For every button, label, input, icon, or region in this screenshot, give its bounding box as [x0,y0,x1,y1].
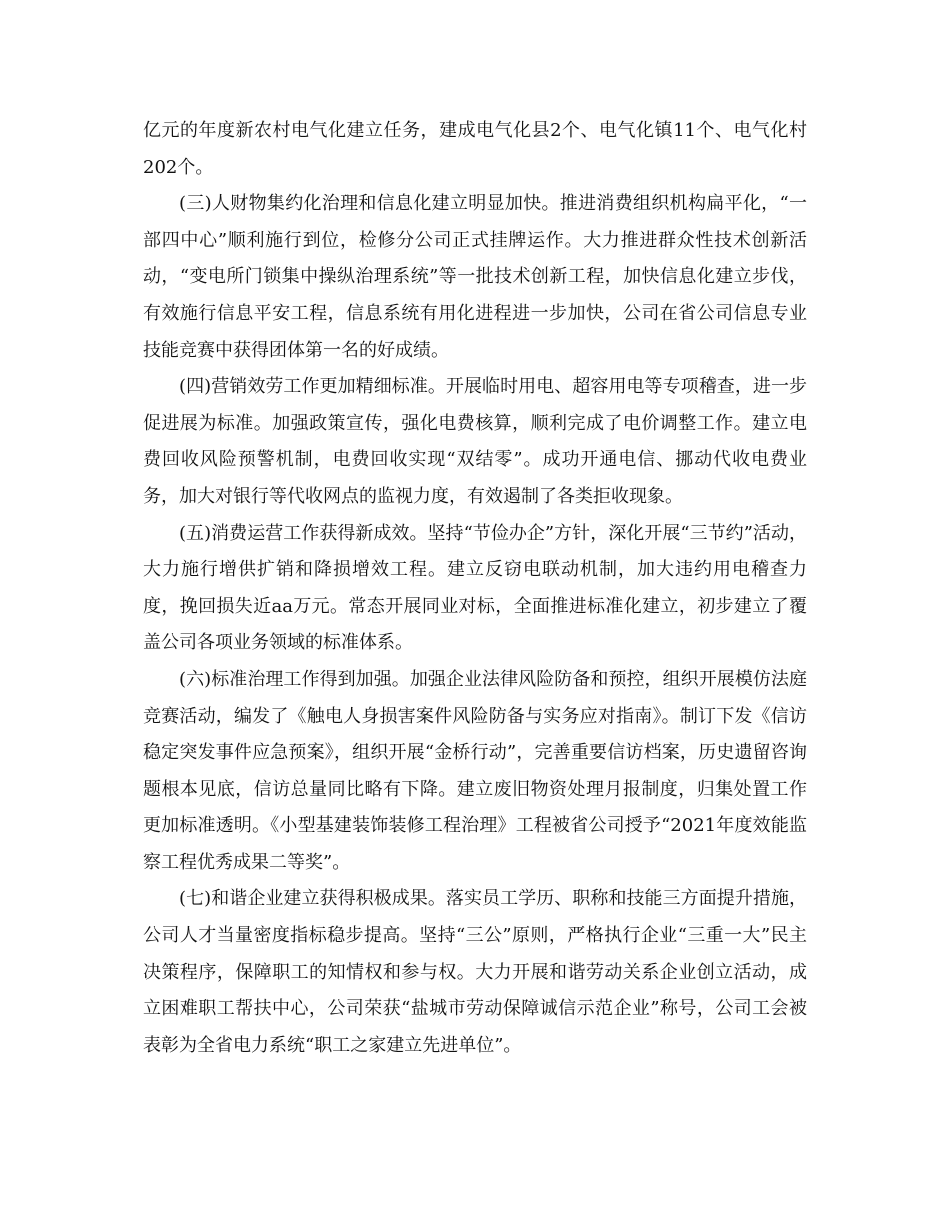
paragraph-section-7: (七)和谐企业建立获得积极成果。落实员工学历、职称和技能三方面提升措施，公司人才当量密度指标稳步提高。坚持“三公”原则，严格执行企业“三重一大”民主决策程序，保障职工的知情权和参与权。大力开展和谐劳动关系企业创立活动，成立困难职工帮扶中心，公司荣获“盐城市劳动保障诚信示范企业”称号，公司工会被表彰为全省电力系统“职工之家建立先进单位”。 [143,888,807,1056]
paragraph-intro: 亿元的年度新农村电气化建立任务，建成电气化县2个、电气化镇11个、电气化村202个。 [143,120,807,178]
paragraph-section-6: (六)标准治理工作得到加强。加强企业法律风险防备和预控，组织开展模仿法庭竞赛活动，编发了《触电人身损害案件风险防备与实务应对指南》。制订下发《信访稳定突发事件应急预案》，组织开展“金桥行动”，完善重要信访档案，历史遗留咨询题根本见底，信访总量同比略有下降。建立废旧物资处理月报制度，归集处置工作更加标准透明。《小型基建装饰装修工程治理》工程被省公司授予“2021年度效能监察工程优秀成果二等奖”。 [143,668,807,873]
paragraph-section-4: (四)营销效劳工作更加精细标准。开展临时用电、超容用电等专项稽查，进一步促进展为标准。加强政策宣传，强化电费核算，顺利完成了电价调整工作。建立电费回收风险预警机制，电费回收实现“双结零”。成功开通电信、挪动代收电费业务，加大对银行等代收网点的监视力度，有效遏制了各类拒收现象。 [143,376,807,507]
paragraph-section-3: (三)人财物集约化治理和信息化建立明显加快。推进消费组织机构扁平化，“一部四中心”顺利施行到位，检修分公司正式挂牌运作。大力推进群众性技术创新活动，“变电所门锁集中操纵治理系统”等一批技术创新工程，加快信息化建立步伐，有效施行信息平安工程，信息系统有用化进程进一步加快，公司在省公司信息专业技能竞赛中获得团体第一名的好成绩。 [143,193,807,361]
document-body [143,113,807,1064]
paragraph-section-5: (五)消费运营工作获得新成效。坚持“节俭办企”方针，深化开展“三节约”活动，大力施行增供扩销和降损增效工程。建立反窃电联动机制，加大违约用电稽查力度，挽回损失近aa万元。常态开展同业对标，全面推进标准化建立，初步建立了覆盖公司各项业务领域的标准体系。 [143,522,807,654]
